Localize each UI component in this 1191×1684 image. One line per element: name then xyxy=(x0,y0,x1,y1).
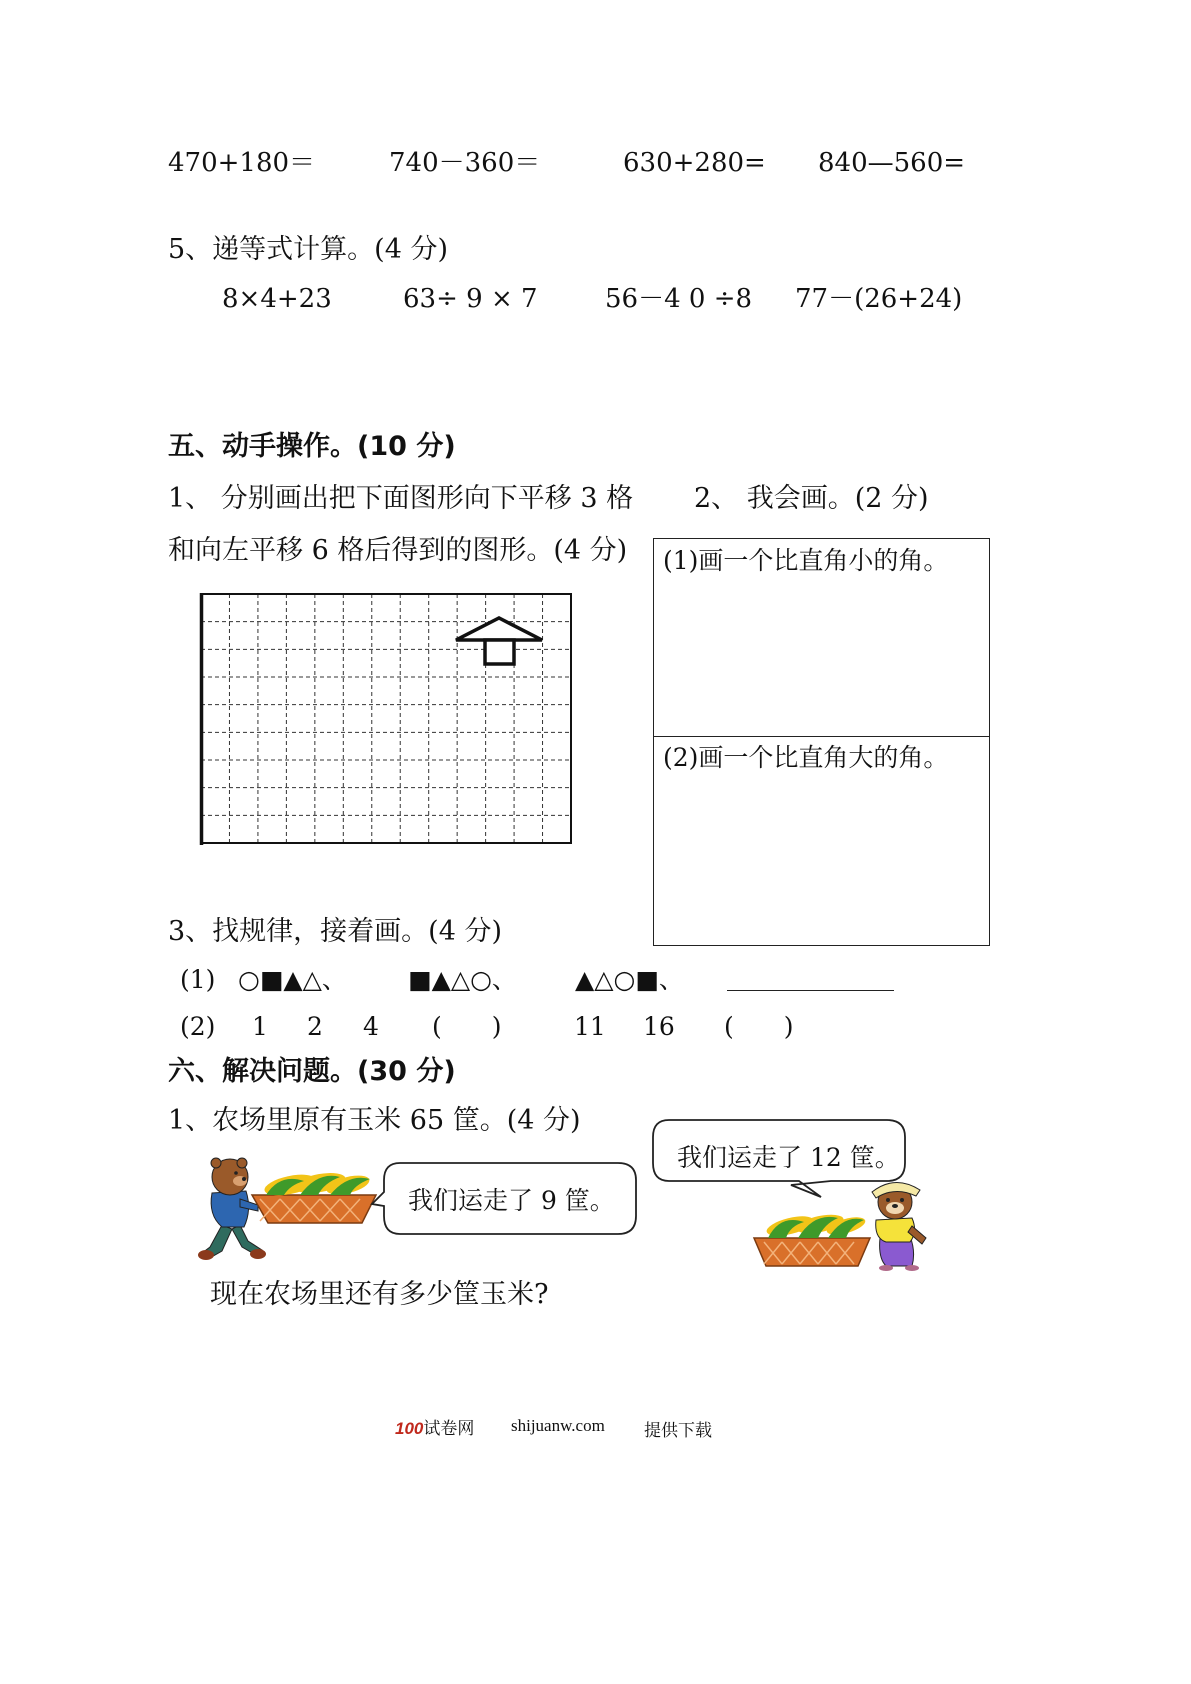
number-blank-2[interactable]: ( ) xyxy=(724,1012,794,1041)
number-1: 1 xyxy=(252,1012,268,1041)
translation-grid xyxy=(200,593,572,845)
q6-1-title: 1、农场里原有玉米 65 筐。(4 分) xyxy=(168,1105,581,1136)
expression-2: 740－360＝ xyxy=(389,148,541,178)
q5-expression-1: 8×4+23 xyxy=(222,284,332,314)
number-5: 16 xyxy=(643,1012,675,1041)
footer-logo-text: 试卷网 xyxy=(423,1419,475,1438)
q3-title: 3、找规律，接着画。(4 分) xyxy=(168,916,503,947)
number-4: 11 xyxy=(574,1012,606,1041)
pattern-row2-label: (2) xyxy=(180,1012,216,1041)
footer-logo-number: 100 xyxy=(395,1419,424,1438)
speech-text-right: 我们运走了 12 筐。 xyxy=(677,1143,900,1172)
question-5-title: 5、递等式计算。(4 分) xyxy=(168,234,449,265)
q5-expression-3: 56－4 0 ÷8 xyxy=(605,284,753,314)
q1-instruction-line1: 1、 分别画出把下面图形向下平移 3 格 xyxy=(168,483,634,514)
footer-note: 提供下载 xyxy=(644,1421,712,1440)
basket-and-bear-illustration xyxy=(754,1180,934,1270)
q2-title: 2、 我会画。(2 分) xyxy=(694,483,929,514)
pattern-answer-blank[interactable] xyxy=(727,990,894,991)
section-6-heading: 六、解决问题。(30 分) xyxy=(168,1056,456,1087)
number-blank-1[interactable]: ( ) xyxy=(432,1012,502,1041)
q5-expression-2: 63÷ 9 × 7 xyxy=(403,284,538,314)
footer-site[interactable]: shijuanw.com xyxy=(511,1416,605,1435)
pattern-row1-label: (1) xyxy=(180,965,216,994)
pattern-group-1: ○■▲△、 xyxy=(238,965,347,994)
number-2: 2 xyxy=(307,1012,323,1041)
question-text: 现在农场里还有多少筐玉米? xyxy=(210,1279,549,1310)
draw-larger-angle-label: (2)画一个比直角大的角。 xyxy=(663,743,949,772)
pattern-group-3: ▲△○■、 xyxy=(575,965,684,994)
bear-carrying-corn-illustration xyxy=(200,1155,380,1265)
house-figure xyxy=(456,618,542,664)
q1-instruction-line2: 和向左平移 6 格后得到的图形。(4 分) xyxy=(168,535,628,566)
speech-text-left: 我们运走了 9 筐。 xyxy=(408,1186,615,1215)
expression-1: 470+180＝ xyxy=(168,148,316,178)
q5-expression-4: 77－(26+24) xyxy=(795,284,963,314)
section-5-heading: 五、动手操作。(10 分) xyxy=(168,431,456,462)
draw-smaller-angle-label: (1)画一个比直角小的角。 xyxy=(663,546,949,575)
number-3: 4 xyxy=(363,1012,379,1041)
footer-logo[interactable] xyxy=(395,1414,474,1439)
drawing-area[interactable] xyxy=(653,538,990,946)
drawing-area-divider xyxy=(653,736,990,737)
expression-4: 840—560= xyxy=(818,148,966,178)
expression-3: 630+280= xyxy=(623,148,766,178)
pattern-group-2: ■▲△○、 xyxy=(408,965,517,994)
